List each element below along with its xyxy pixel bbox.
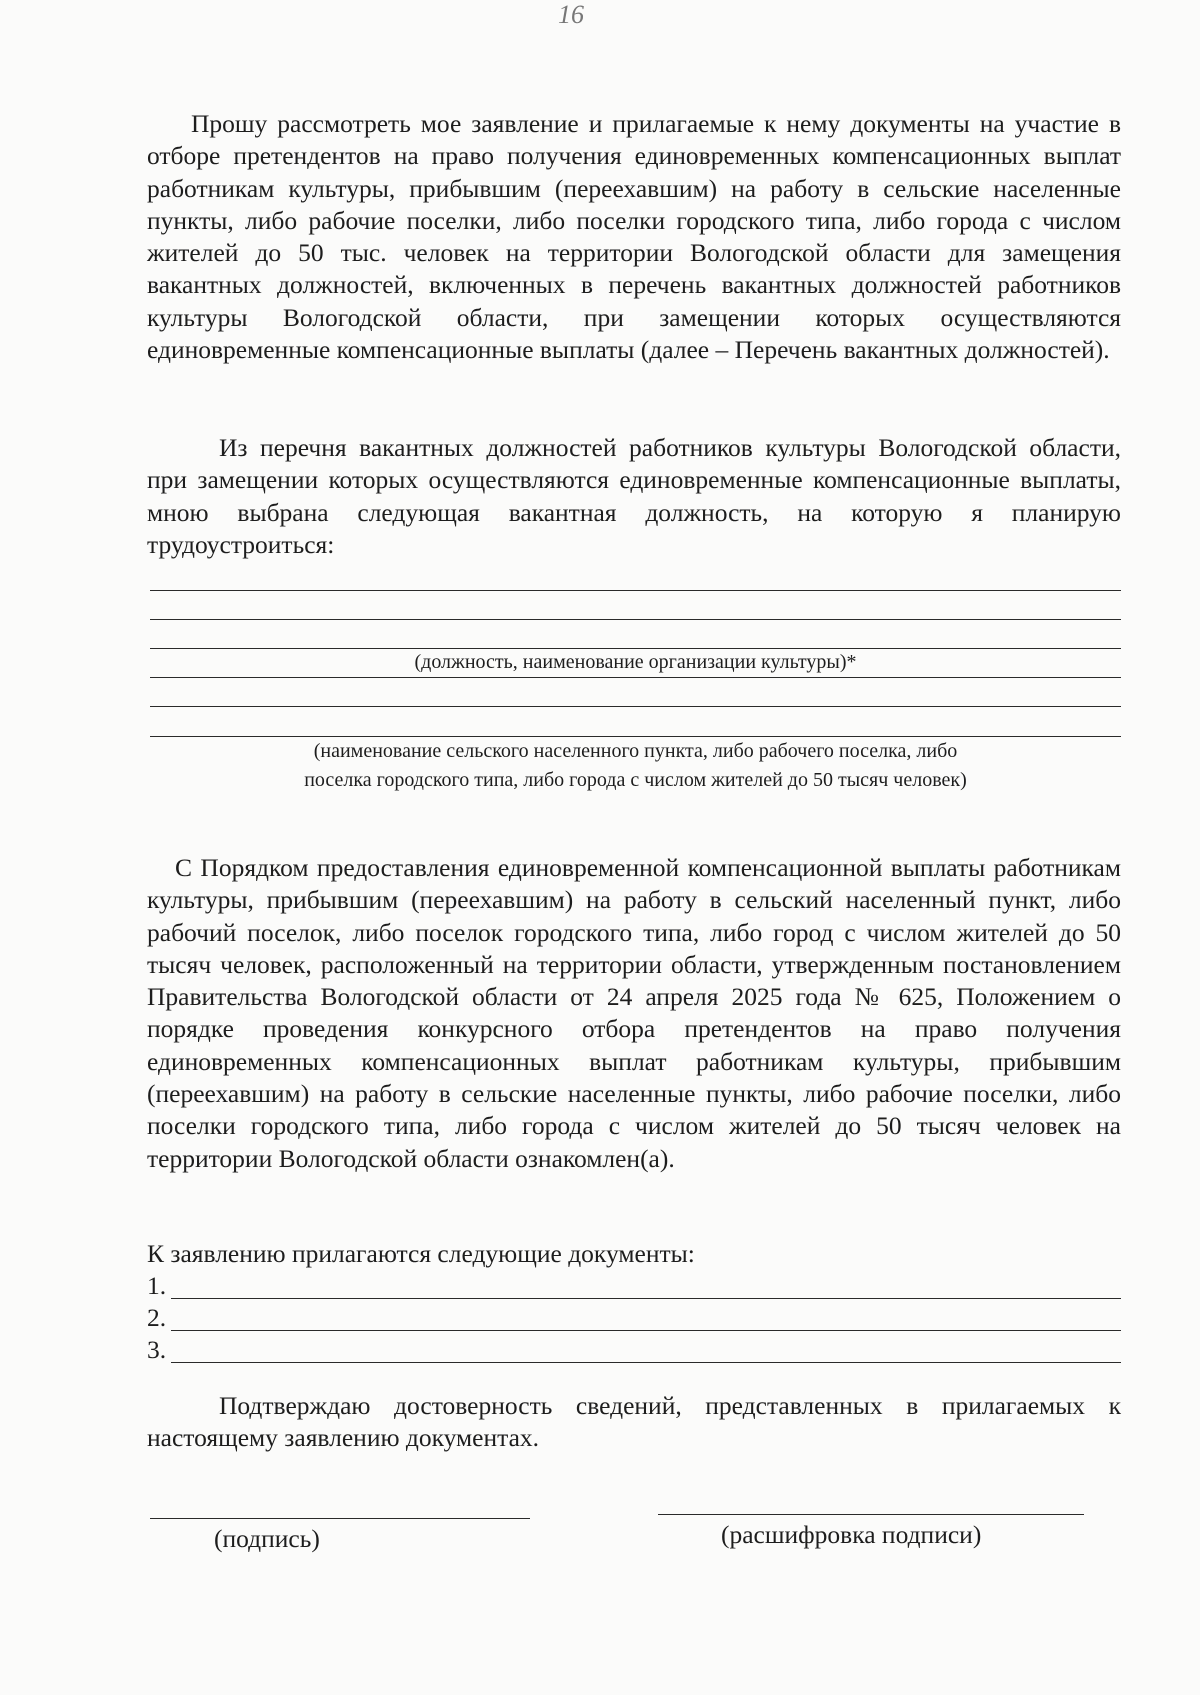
document-item-number: 2. (147, 1303, 167, 1332)
page-number: 16 (558, 0, 584, 29)
settlement-caption-line-1: (наименование сельского населенного пункта, либо рабочего поселка, либо (313, 740, 958, 762)
acknowledgement-paragraph-block (147, 852, 1121, 1175)
documents-heading-block (147, 1238, 1121, 1270)
position-line-1[interactable] (150, 590, 1121, 591)
position-caption: (должность, наименование организации культуры)* (414, 651, 857, 673)
position-line-2[interactable] (150, 619, 1121, 620)
document-item-3-line[interactable] (171, 1362, 1121, 1363)
document-item-1 (147, 1270, 1121, 1302)
confirmation-paragraph-block (147, 1390, 1121, 1455)
selection-paragraph: Из перечня вакантных должностей работников культуры Вологодской области, при замещении которых осуществляются единовременные компенсационные выплаты, мною выбрана следующая вакантная должность, на которую я планирую трудоустроиться: (147, 433, 1121, 559)
settlement-caption-line-2: поселка городского типа, либо города с числом жителей до 50 тысяч человек) (304, 769, 967, 791)
document-item-1-line[interactable] (171, 1298, 1121, 1299)
signature-line[interactable] (150, 1518, 530, 1519)
document-item-2 (147, 1302, 1121, 1334)
selection-paragraph-block (147, 432, 1121, 561)
signature-decode-line[interactable] (658, 1514, 1084, 1515)
signature-label: (подпись) (214, 1524, 320, 1553)
settlement-line-1[interactable] (150, 706, 1121, 707)
signature-decode-label: (расшифровка подписи) (721, 1520, 982, 1549)
acknowledgement-paragraph: С Порядком предоставления единовременной компенсационной выплаты работникам культуры, прибывшим (переехавшим) на работу в сельский населенный пункт, либо рабочий поселок, либо поселок городского типа, либо город с числом жителей до 50 тысяч человек, расположенный на территории области, утвержденным постановлением Правительства Вологодской области от 24 апреля 2025 года № 625, Положением о порядке проведения конкурсного отбора претендентов на право получения единовременных компенсационных выплат работникам культуры, прибывшим (переехавшим) на работу в сельские населенные пункты, либо рабочие поселки, либо поселки городского типа, либо города с числом жителей до 50 тысяч человек на территории Вологодской области ознакомлен(а). (147, 853, 1121, 1173)
document-item-number: 1. (147, 1271, 167, 1300)
confirmation-paragraph: Подтверждаю достоверность сведений, представленных в прилагаемых к настоящему заявлению документах. (147, 1391, 1121, 1453)
position-line-4[interactable] (150, 677, 1121, 678)
documents-heading: К заявлению прилагаются следующие документы: (147, 1239, 695, 1268)
document-item-number: 3. (147, 1335, 167, 1364)
request-paragraph: Прошу рассмотреть мое заявление и прилагаемые к нему документы на участие в отборе претендентов на право получения единовременных компенсационных выплат работникам культуры, прибывшим (переехавшим) на работу в сельские населенные пункты, либо рабочие поселки, либо поселки городского типа, либо города с числом жителей до 50 тыс. человек на территории Вологодской области для замещения вакантных должностей, включенных в перечень вакантных должностей работников культуры Вологодской области, при замещении которых осуществляются единовременные компенсационные выплаты (далее – Перечень вакантных должностей). (147, 109, 1121, 365)
request-paragraph-block (147, 108, 1121, 366)
document-item-2-line[interactable] (171, 1330, 1121, 1331)
document-item-3 (147, 1334, 1121, 1366)
